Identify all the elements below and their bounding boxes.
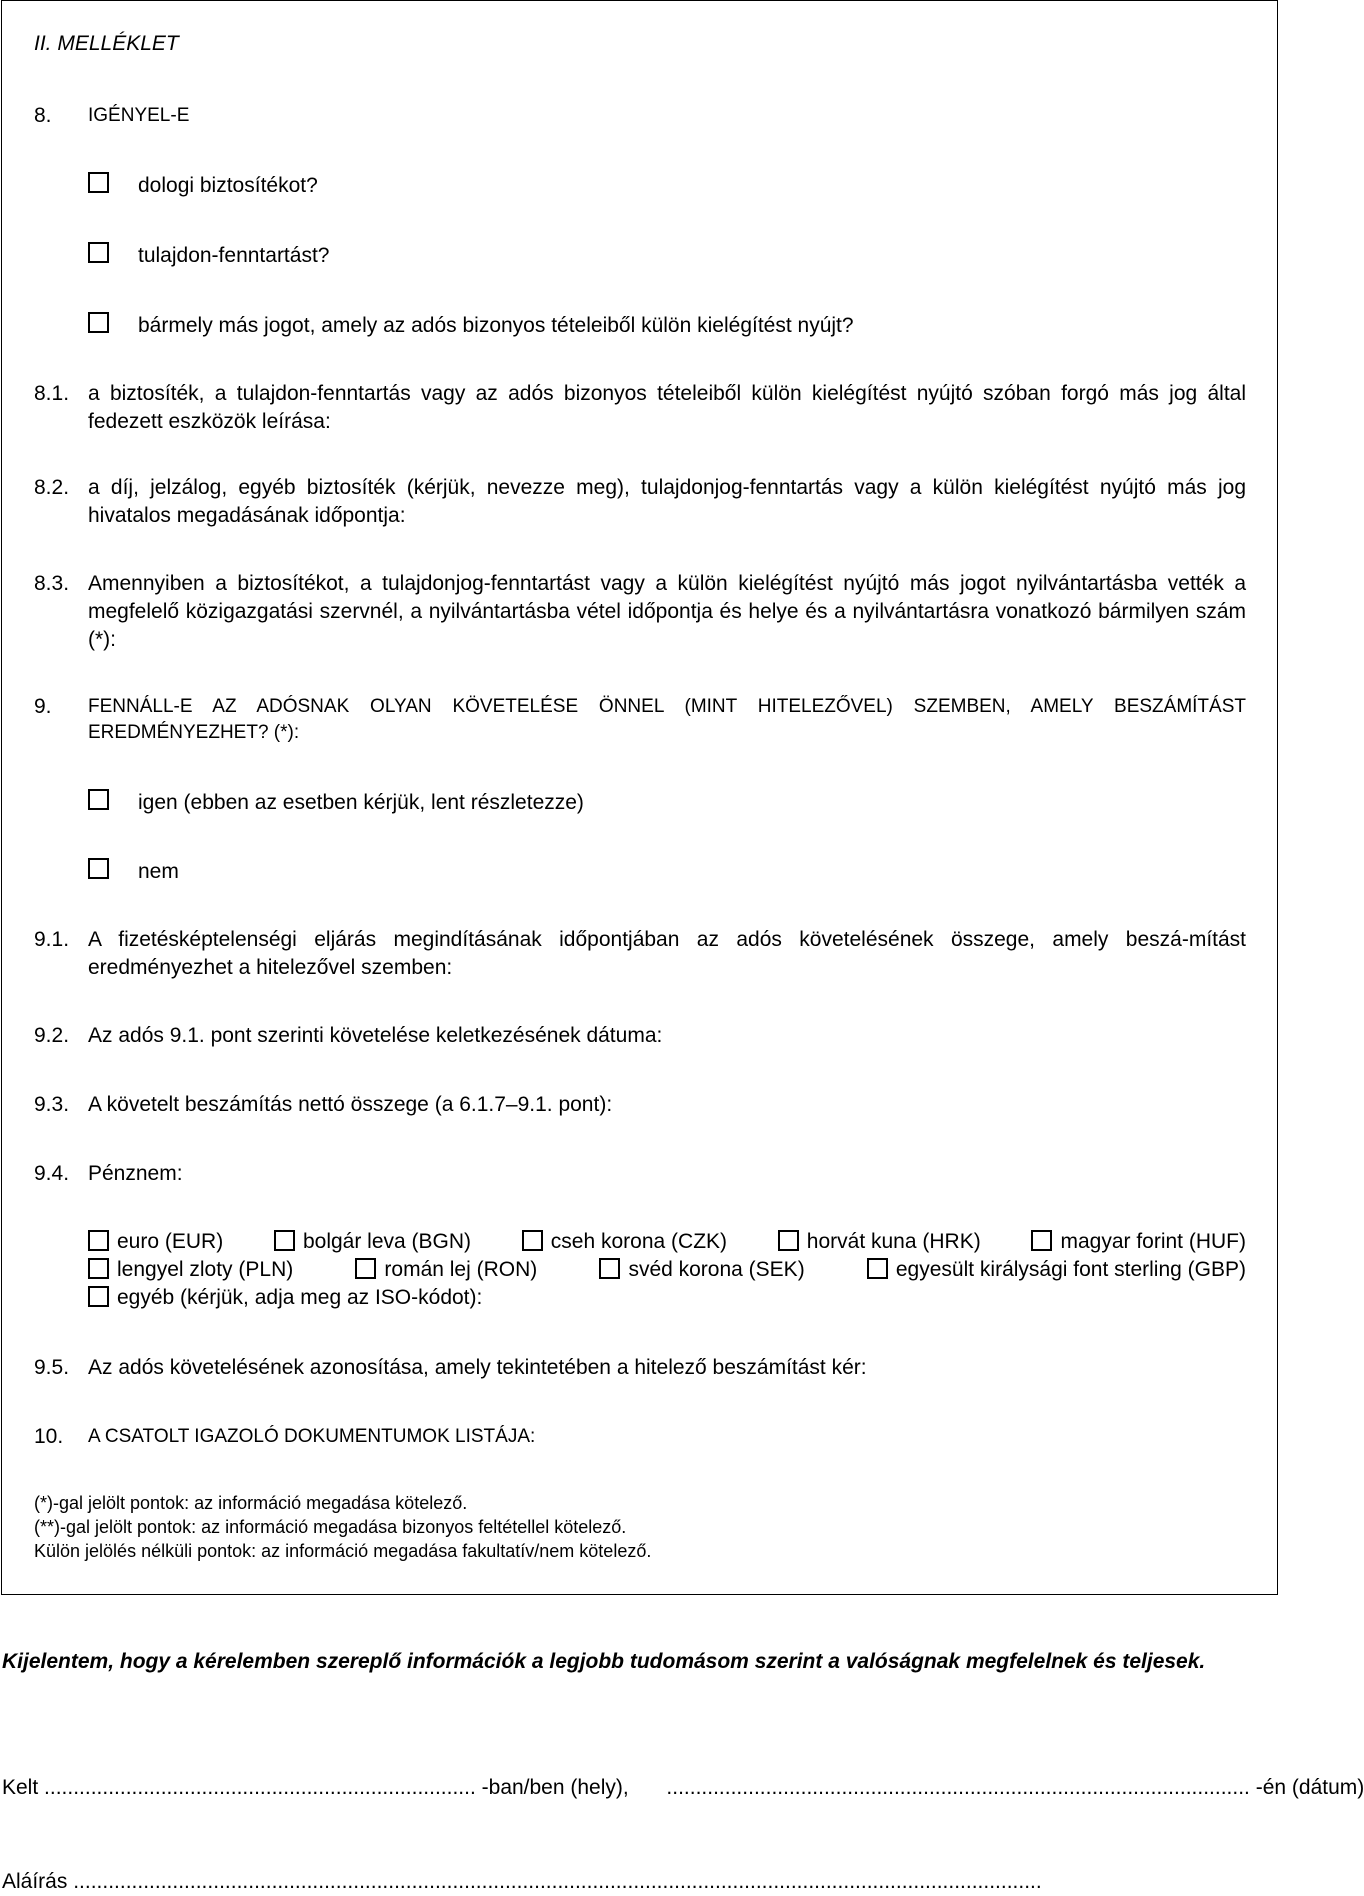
currency-huf[interactable] [1031,1228,1246,1256]
section-9-title: FENNÁLL-E AZ ADÓSNAK OLYAN KÖVETELÉSE ÖNNEL (MINT HITELEZŐVEL) SZEMBEN, AMELY BESZÁMÍTÁST EREDMÉNYEZHET? (*): [88,696,1246,743]
currency-gbp[interactable] [867,1256,1246,1284]
currency-other[interactable] [88,1286,482,1309]
currency-ron[interactable] [355,1256,537,1284]
checkbox-gbp[interactable] [867,1258,888,1279]
checkbox-nem[interactable] [88,858,109,879]
checkbox-bgn[interactable] [274,1230,295,1251]
checkbox-huf[interactable] [1031,1230,1052,1251]
checkbox-ron[interactable] [355,1258,376,1279]
item-9-2-number: 9.2. [34,1024,70,1047]
item-8-3-text: Amennyiben a biztosítékot, a tulajdonjog-fenntartást vagy a külön kielégítést nyújtó más jogot nyilvántartásba vették a megfelelő közigazgatási szervnél, a nyilvántartásba vétel időpontja és helye és a nyilvántartásra vonatkozó bármilyen szám (*): [88,572,1246,651]
checkbox-dologi-biztositek[interactable] [88,172,109,193]
item-9-4-text: Pénznem: [88,1162,183,1185]
item-9-1-number: 9.1. [34,928,70,951]
currency-row-1 [88,1228,1246,1256]
section-10-title: A CSATOLT IGAZOLÓ DOKUMENTUMOK LISTÁJA: [88,1426,536,1447]
checkbox-eur[interactable] [88,1230,109,1251]
declaration-text: Kijelentem, hogy a kérelemben szereplő információk a legjobb tudomásom szerint a valóságnak megfelelnek és teljesek. [2,1650,1206,1673]
section-9-number: 9. [34,695,52,718]
currency-eur[interactable] [88,1228,223,1256]
checkbox-tulajdon-fenntartas[interactable] [88,242,109,263]
item-9-4-number: 9.4. [34,1162,70,1185]
currency-hrk-label: horvát kuna (HRK) [806,1230,981,1253]
currency-row-2 [88,1256,1246,1284]
date-suffix: -én (dátum) [1255,1776,1364,1799]
option-mas-jog: bármely más jogot, amely az adós bizonyos tételeiből külön kielégítést nyújt? [138,314,854,337]
footnote-mandatory: (*)-gal jelölt pontok: az információ megadása kötelező. [34,1493,468,1513]
footnote-optional: Külön jelölés nélküli pontok: az információ megadása fakultatív/nem kötelező. [34,1541,652,1561]
currency-czk-label: cseh korona (CZK) [550,1230,728,1253]
item-9-1-text: A fizetésképtelenségi eljárás megindításának időpontjában az adós követelésének összege, amely beszá-mítást eredményezhet a hitelezővel szemben: [88,928,1246,979]
currency-ron-label: román lej (RON) [384,1258,538,1281]
currency-bgn[interactable] [274,1228,471,1256]
checkbox-pln[interactable] [88,1258,109,1279]
currency-pln[interactable] [88,1256,293,1284]
place-suffix: -ban/ben (hely), [481,1776,629,1799]
currency-czk[interactable] [522,1228,727,1256]
checkbox-czk[interactable] [522,1230,543,1251]
section-8-number: 8. [34,104,52,127]
option-dologi-biztositek: dologi biztosítékot? [138,174,318,197]
checkbox-mas-jog[interactable] [88,312,109,333]
currency-gbp-label: egyesült királysági font sterling (GBP) [895,1258,1246,1281]
item-9-5-text: Az adós követelésének azonosítása, amely tekintetében a hitelező beszámítást kér: [88,1356,867,1379]
item-9-2-text: Az adós 9.1. pont szerinti követelése keletkezésének dátuma: [88,1024,663,1047]
currency-sek-label: svéd korona (SEK) [628,1258,805,1281]
checkbox-sek[interactable] [599,1258,620,1279]
option-tulajdon-fenntartas: tulajdon-fenntartást? [138,244,330,267]
item-8-2-text: a díj, jelzálog, egyéb biztosíték (kérjük, nevezze meg), tulajdonjog-fenntartás vagy a külön kielégítést nyújtó más jog hivatalos megadásának időpontja: [88,476,1246,527]
currency-hrk[interactable] [778,1228,981,1256]
item-8-2-number: 8.2. [34,476,70,499]
checkbox-hrk[interactable] [778,1230,799,1251]
signature-field[interactable]: ...................................................................................................................................................................... [73,1870,1042,1893]
option-igen: igen (ebben az esetben kérjük, lent részletezze) [138,791,584,814]
alairas-line [2,1868,1276,1896]
date-field[interactable]: .................................................................................................... [666,1776,1250,1799]
section-8-title: IGÉNYEL-E [88,105,190,126]
item-8-1-text: a biztosíték, a tulajdon-fenntartás vagy az adós bizonyos tételeiből külön kielégítést nyújtó szóban forgó más jog által fedezett eszközök leírása: [88,382,1246,433]
item-9-3-number: 9.3. [34,1093,70,1116]
checkbox-other[interactable] [88,1286,109,1307]
currency-pln-label: lengyel zloty (PLN) [117,1258,294,1281]
kelt-line [2,1774,1364,1802]
currency-row-3 [88,1284,1246,1312]
option-nem: nem [138,860,179,883]
item-9-3-text: A követelt beszámítás nettó összege (a 6.1.7–9.1. pont): [88,1093,613,1116]
place-field[interactable]: .......................................................................... [44,1776,476,1799]
annex-title: II. MELLÉKLET [34,32,179,55]
footnote-conditional: (**)-gal jelölt pontok: az információ megadása bizonyos feltétellel kötelező. [34,1517,627,1537]
alairas-label: Aláírás [2,1870,68,1893]
currency-huf-label: magyar forint (HUF) [1060,1230,1246,1253]
checkbox-igen[interactable] [88,789,109,810]
item-8-1-number: 8.1. [34,382,70,405]
currency-bgn-label: bolgár leva (BGN) [302,1230,472,1253]
currency-list [88,1228,1246,1312]
item-9-5-number: 9.5. [34,1356,70,1379]
item-8-3-number: 8.3. [34,572,70,595]
currency-sek[interactable] [599,1256,804,1284]
section-10-number: 10. [34,1425,64,1448]
currency-other-label: egyéb (kérjük, adja meg az ISO-kódot): [117,1286,483,1309]
currency-eur-label: euro (EUR) [117,1230,224,1253]
kelt-label: Kelt [2,1776,39,1799]
